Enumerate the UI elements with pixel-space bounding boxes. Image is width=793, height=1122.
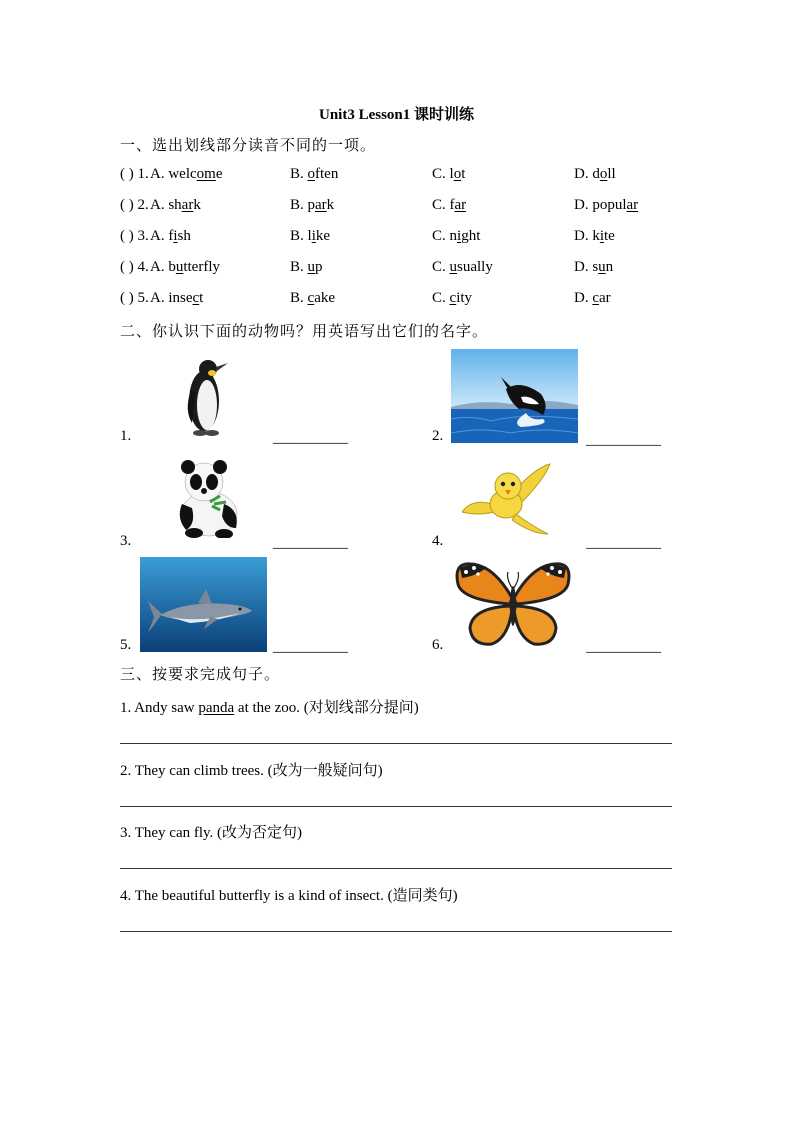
option-text: te [604, 228, 615, 244]
item6-answer-blank[interactable]: __________ [586, 639, 661, 655]
question-4-option-d [574, 259, 613, 276]
underlined-letters: o [453, 166, 462, 182]
section1-heading: 一、选出划线部分读音不同的一项。 [120, 138, 377, 154]
underlined-letters: o [599, 166, 608, 182]
option-text: D. k [574, 228, 600, 244]
option-text: D. [574, 290, 593, 306]
item5-number: 5. [120, 637, 132, 653]
option-text: C. f [432, 197, 455, 213]
question-2-number[interactable]: ( ) 2. [120, 197, 149, 213]
item6-number: 6. [432, 637, 444, 653]
option-text: C. n [432, 228, 458, 244]
option-text: t [461, 166, 466, 182]
option-text: p [315, 259, 323, 275]
underlined-letters: ar [315, 197, 327, 213]
option-text: A. f [150, 228, 174, 244]
butterfly-image [452, 558, 574, 650]
question2: 2. They can climb trees. (改为一般疑问句) [120, 763, 383, 779]
item2-answer-blank[interactable]: __________ [586, 432, 661, 448]
underlined-letters: u [175, 259, 184, 275]
option-text: A. sh [150, 197, 182, 213]
option-text: B. [290, 259, 308, 275]
question1-underlined-word: panda [198, 700, 235, 716]
question-5-number[interactable]: ( ) 5. [120, 290, 149, 306]
option-text: ght [461, 228, 481, 244]
question-1-option-a [150, 166, 223, 183]
answer-line-3[interactable] [120, 868, 672, 869]
question-3-option-b [290, 228, 330, 245]
question-5-option-c [432, 290, 472, 307]
option-text: ar [599, 290, 611, 306]
page-title: Unit3 Lesson1 课时训练 [318, 107, 475, 123]
question-5-option-a [150, 290, 203, 307]
answer-line-4[interactable] [120, 931, 672, 932]
underlined-letters: i [311, 228, 316, 244]
option-text: B. [290, 166, 308, 182]
underlined-letters: c [592, 290, 600, 306]
section3-heading: 三、按要求完成句子。 [120, 667, 281, 683]
question-3-number[interactable]: ( ) 3. [120, 228, 149, 244]
option-text: B. l [290, 228, 312, 244]
option-text: tterfly [183, 259, 220, 275]
underlined-letters: c [192, 290, 200, 306]
item1-number: 1. [120, 428, 132, 444]
underlined-letters: om [196, 166, 216, 182]
option-text: t [199, 290, 204, 306]
question1-post: at the zoo. (对划线部分提问) [234, 700, 419, 716]
option-text: C. [432, 290, 450, 306]
option-text: k [193, 197, 201, 213]
option-text: C. l [432, 166, 454, 182]
underlined-letters: ar [181, 197, 194, 213]
question-4-number[interactable]: ( ) 4. [120, 259, 149, 275]
option-text: ke [315, 228, 331, 244]
option-text: ity [456, 290, 473, 306]
question-3-option-c [432, 228, 480, 245]
option-text: ften [315, 166, 339, 182]
panda-image [174, 458, 244, 538]
underlined-letters: u [449, 259, 458, 275]
answer-line-2[interactable] [120, 806, 672, 807]
question-2-option-d [574, 197, 638, 214]
option-text: B. p [290, 197, 316, 213]
killer-whale-image [451, 349, 578, 443]
item4-number: 4. [432, 533, 444, 549]
item2-number: 2. [432, 428, 444, 444]
question1-pre: 1. Andy saw [120, 700, 199, 716]
option-text: n [605, 259, 614, 275]
question-5-option-d [574, 290, 611, 307]
question3: 3. They can fly. (改为否定句) [120, 825, 303, 841]
question-1-option-b [290, 166, 338, 183]
item3-number: 3. [120, 533, 132, 549]
question-4-option-b [290, 259, 323, 276]
item3-answer-blank[interactable]: __________ [273, 535, 348, 551]
shark-image [140, 557, 267, 652]
question-3-option-d [574, 228, 615, 245]
option-text: D. d [574, 166, 600, 182]
item5-answer-blank[interactable]: __________ [273, 639, 348, 655]
question-2-option-b [290, 197, 334, 214]
underlined-letters: i [173, 228, 178, 244]
option-text: D. s [574, 259, 599, 275]
option-text: C. [432, 259, 450, 275]
question4: 4. The beautiful butterfly is a kind of insect. (造同类句) [120, 888, 458, 904]
option-text: ake [314, 290, 336, 306]
question-3-option-a [150, 228, 191, 245]
item4-answer-blank[interactable]: __________ [586, 535, 661, 551]
underlined-letters: ar [626, 197, 639, 213]
question-4-option-c [432, 259, 493, 276]
underlined-letters: c [449, 290, 457, 306]
option-text: ll [607, 166, 616, 182]
underlined-letters: i [599, 228, 605, 244]
question-4-option-a [150, 259, 220, 276]
question-1-option-d [574, 166, 616, 183]
underlined-letters: o [307, 166, 316, 182]
bird-image [462, 460, 552, 538]
question-2-option-a [150, 197, 201, 214]
option-text: A. welc [150, 166, 197, 182]
answer-line-1[interactable] [120, 743, 672, 744]
question-1-number[interactable]: ( ) 1. [120, 166, 149, 182]
option-text: A. inse [150, 290, 193, 306]
underlined-letters: u [307, 259, 316, 275]
option-text: B. [290, 290, 308, 306]
underlined-letters: c [307, 290, 315, 306]
item1-answer-blank[interactable]: __________ [273, 430, 348, 446]
question1 [120, 696, 419, 717]
question-5-option-b [290, 290, 335, 307]
option-text: A. b [150, 259, 176, 275]
option-text: k [326, 197, 335, 213]
underlined-letters: i [457, 228, 462, 244]
option-text: sually [457, 259, 493, 275]
section2-heading: 二、你认识下面的动物吗？用英语写出它们的名字。 [120, 324, 489, 340]
penguin-image [178, 355, 233, 437]
question-1-option-c [432, 166, 465, 183]
option-text: D. popul [574, 197, 627, 213]
underlined-letters: ar [454, 197, 467, 213]
underlined-letters: u [598, 259, 606, 275]
option-text: sh [177, 228, 191, 244]
question-2-option-c [432, 197, 466, 214]
option-text: e [215, 166, 223, 182]
